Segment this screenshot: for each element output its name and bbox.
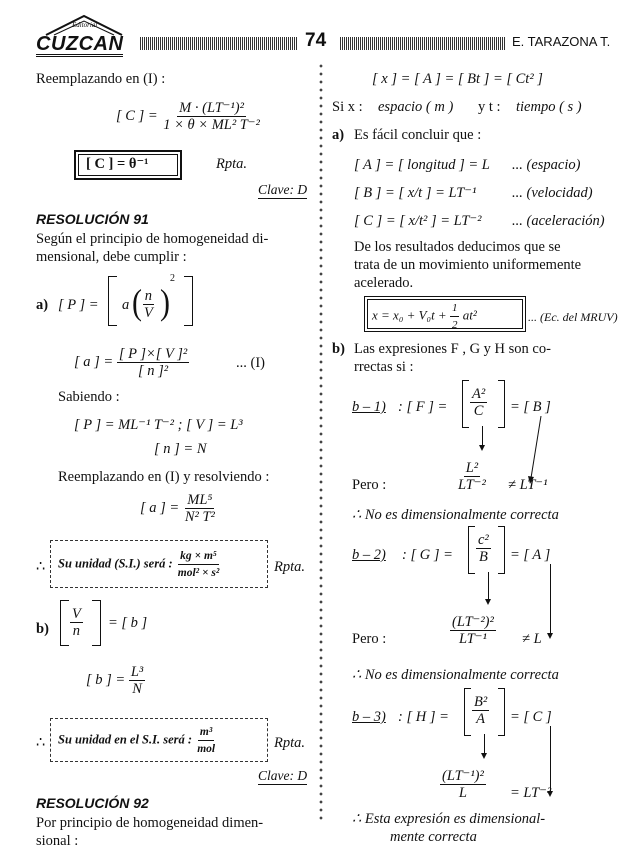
publisher-logo	[36, 14, 132, 58]
known-values-1: [ P ] = ML⁻¹ T⁻² ; [ V ] = L³	[74, 417, 243, 433]
bracket-close-b	[92, 600, 101, 646]
b1-rhs: = [ B ]	[510, 399, 551, 415]
b2-rhs: = [ A ]	[510, 547, 551, 563]
b3-cmp-fraction	[440, 768, 486, 801]
espacio: espacio ( m )	[378, 99, 454, 115]
b2-lhs: : [ G ] =	[402, 547, 453, 563]
res-a-denominator: N² T²	[184, 509, 215, 525]
eq-p-numerator: n	[144, 288, 153, 304]
mruv-denominator: 2	[451, 319, 458, 331]
b3-bracket-close	[498, 688, 505, 736]
eq-p-denominator: V	[144, 305, 153, 321]
eq-b-lhs: [ b ] =	[86, 671, 126, 688]
pero-1: Pero :	[352, 477, 387, 493]
result-a	[140, 492, 217, 525]
b2-fraction	[476, 532, 491, 565]
no-correcta-1: ∴ No es dimensionalmente correcta	[352, 507, 559, 523]
paren-close: )	[160, 282, 170, 323]
pero-2: Pero :	[352, 631, 387, 647]
eq-c-denominator: 1 × θ × ML² T⁻²	[163, 117, 260, 133]
eq-p-fraction-wrap	[142, 288, 155, 321]
therefore-a: ∴	[36, 559, 46, 575]
b1-numerator: A²	[472, 386, 486, 402]
b2-arrow-down-left	[488, 572, 489, 602]
author-name: E. TARAZONA T.	[512, 34, 611, 49]
b3-comparison	[440, 768, 486, 801]
unit-a-text: Su unidad (S.I.) será :	[58, 556, 173, 571]
b3-denominator: A	[476, 711, 486, 727]
si-x: Si x :	[332, 99, 363, 115]
b3-label: b – 3)	[352, 709, 386, 725]
text-replace-solve: Reemplazando en (I) y resolviendo :	[58, 469, 270, 485]
page-header	[0, 0, 638, 60]
unit-b-numerator: m³	[198, 724, 214, 741]
eq-b-numerator: L³	[130, 664, 144, 680]
mruv-note: ... (Ec. del MRUV)	[528, 310, 618, 324]
unit-a-numerator: kg × m⁵	[178, 548, 219, 565]
eq-c-fraction	[161, 100, 262, 133]
y-t: y t :	[478, 99, 501, 115]
unit-b-text: Su unidad en el S.I. será :	[58, 732, 193, 747]
text-replace-i: Reemplazando en (I) :	[36, 71, 166, 87]
res-line2: trata de un movimiento uniformemente	[354, 257, 582, 273]
text-sabiendo: Sabiendo :	[58, 389, 120, 405]
mruv-fraction	[450, 300, 460, 333]
b-numerator: V	[72, 606, 81, 622]
p92-line2: sional :	[36, 833, 79, 849]
rpta-label-1: Rpta.	[216, 156, 248, 172]
res-a-lhs: [ a ] =	[140, 499, 180, 516]
b1-cmp-denominator: LT⁻²	[458, 477, 486, 493]
tiempo: tiempo ( s )	[516, 99, 582, 115]
b3-rhs: = [ C ]	[510, 709, 552, 725]
b-fraction-wrap	[70, 606, 83, 639]
header-band-left	[140, 37, 298, 50]
eq-a-numerator: [ P ]×[ V ]²	[118, 346, 188, 362]
b1-bracket-close	[498, 380, 505, 428]
unit-b-denominator: mol	[197, 743, 216, 755]
b3-cmp-numerator: (LT⁻¹)²	[442, 768, 484, 784]
equation-b	[86, 664, 145, 697]
bracket-open-p	[108, 276, 117, 326]
label-b: b)	[36, 621, 49, 637]
mruv-lhs: x = x₀ + V₀t +	[372, 307, 447, 323]
A-note: ... (espacio)	[512, 157, 581, 173]
rpta-label-3: Rpta.	[274, 735, 306, 751]
b-fraction	[70, 606, 83, 639]
final-line2: mente correcta	[390, 829, 477, 845]
b2-numerator: c²	[478, 532, 489, 548]
b2-cmp-denominator: LT⁻¹	[459, 631, 487, 647]
eq-a-ref: ... (I)	[236, 355, 265, 371]
b1-lhs: : [ F ] =	[398, 399, 448, 415]
b1-cmp-numerator: L²	[465, 460, 479, 476]
eq-p-fraction	[142, 288, 155, 321]
C-note: ... (aceleración)	[512, 213, 605, 229]
equation-c	[116, 100, 262, 133]
B-eq: [ B ] = [ x/t ] = LT⁻¹	[354, 185, 477, 201]
eq-top: [ x ] = [ A ] = [ Bt ] = [ Ct² ]	[372, 71, 543, 87]
label-ra: a)	[332, 127, 345, 143]
b1-cmp-fraction	[456, 460, 488, 493]
res-line3: acelerado.	[354, 275, 414, 291]
label-a: a)	[36, 297, 49, 313]
b2-label: b – 2)	[352, 547, 386, 563]
unit-b	[58, 724, 217, 757]
bracket-close-p	[184, 276, 193, 326]
b3-eq: = LT⁻²	[510, 785, 552, 801]
b1-neq: ≠ LT⁻¹	[508, 477, 548, 493]
p92-line1: Por principio de homogeneidad dimen-	[36, 815, 264, 831]
p91-line1: Según el principio de homogeneidad di-	[36, 231, 269, 247]
unit-b-fraction	[195, 724, 217, 757]
b-rhs: = [ b ]	[108, 615, 148, 631]
eq-b-fraction	[129, 664, 145, 697]
res-a-numerator: ML⁵	[187, 492, 213, 508]
eq-p-inner: a	[122, 297, 130, 313]
b3-arrow-down-left	[484, 734, 485, 756]
b3-numerator: B²	[474, 694, 488, 710]
page-number: 74	[305, 30, 327, 51]
b1-denominator: C	[473, 403, 484, 419]
b3-fraction	[472, 694, 489, 727]
b3-fraction-wrap	[472, 694, 489, 727]
mruv-numerator: 1	[450, 300, 460, 317]
label-rb: b)	[332, 341, 345, 357]
bracket-open-b	[60, 600, 69, 646]
eq-b-denominator: N	[132, 681, 142, 697]
res-a-fraction	[183, 492, 217, 525]
header-band-right	[340, 37, 506, 50]
unit-a-fraction	[176, 548, 222, 581]
b2-bracket-close	[498, 526, 505, 574]
eq-c-numerator: M · (LT⁻¹)²	[179, 100, 244, 116]
B-note: ... (velocidad)	[512, 185, 593, 201]
C-eq: [ C ] = [ x/t² ] = LT⁻²	[354, 213, 482, 229]
b3-cmp-denominator: L	[458, 785, 467, 801]
known-values-2: [ n ] = N	[154, 441, 207, 457]
b2-cmp-numerator: (LT⁻²)²	[452, 614, 494, 630]
clave-1: Clave: D	[258, 182, 308, 197]
b1-fraction-wrap	[470, 386, 487, 419]
A-eq: [ A ] = [ longitud ] = L	[354, 157, 490, 173]
b2-bracket-open	[468, 526, 475, 574]
ra-text: Es fácil concluir que :	[354, 127, 482, 143]
b1-comparison	[456, 460, 488, 493]
eq-a-denominator: [ n ]²	[137, 363, 169, 379]
column-divider	[318, 62, 324, 822]
unit-a	[58, 548, 221, 581]
b2-cmp-fraction	[450, 614, 496, 647]
eq-p-exponent: 2	[170, 273, 175, 284]
rb-line2: rrectas si :	[354, 359, 414, 375]
p91-line2: mensional, debe cumplir :	[36, 249, 187, 265]
b-denominator: n	[72, 623, 81, 639]
rb-line1: Las expresiones F , G y H son co-	[354, 341, 551, 357]
heading-resolucion-92: RESOLUCIÓN 92	[36, 795, 149, 811]
rpta-label-2: Rpta.	[274, 559, 306, 575]
b2-denominator: B	[478, 549, 488, 565]
b3-lhs: : [ H ] =	[398, 709, 449, 725]
final-line1: ∴ Esta expresión es dimensional-	[352, 811, 546, 827]
b3-bracket-open	[464, 688, 471, 736]
eq-a-lhs: [ a ] =	[74, 353, 114, 370]
mruv-tail: at²	[462, 307, 477, 323]
b2-fraction-wrap	[476, 532, 491, 565]
logo-editorial-label: Editorial	[72, 21, 98, 29]
b1-bracket-open	[462, 380, 469, 428]
res-line1: De los resultados deducimos que se	[354, 239, 561, 255]
eq-c-lhs: [ C ] =	[116, 107, 158, 124]
eq-a-fraction	[117, 346, 189, 379]
therefore-b: ∴	[36, 735, 46, 751]
equation-a-i	[74, 346, 189, 379]
b1-fraction	[470, 386, 487, 419]
heading-resolucion-91: RESOLUCIÓN 91	[36, 211, 149, 227]
result-c: [ C ] = θ⁻¹	[86, 156, 149, 172]
no-correcta-2: ∴ No es dimensionalmente correcta	[352, 667, 559, 683]
unit-a-denominator: mol² × s²	[177, 567, 220, 579]
b1-label: b – 1)	[352, 399, 386, 415]
b1-arrow-down-left	[482, 426, 483, 448]
clave-2: Clave: D	[258, 768, 308, 783]
b2-neq: ≠ L	[522, 631, 542, 647]
b2-arrow-down-right	[550, 564, 551, 636]
b2-comparison	[450, 614, 496, 647]
paren-open: (	[132, 282, 142, 323]
eq-p-lhs: [ P ] =	[58, 297, 99, 313]
mruv-equation	[372, 300, 477, 333]
logo-name: CUZCAN	[36, 33, 124, 55]
